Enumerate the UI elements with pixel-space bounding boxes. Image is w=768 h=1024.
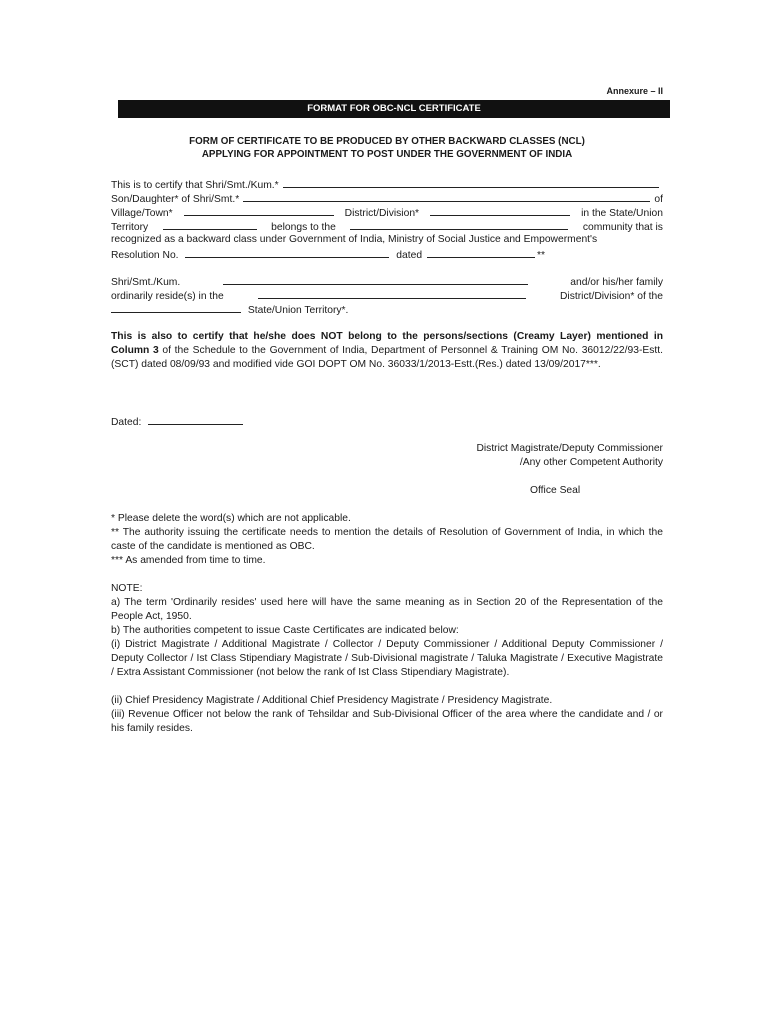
footnote-1: * Please delete the word(s) which are not applicable. [111,513,351,524]
heading-line-2: APPLYING FOR APPOINTMENT TO POST UNDER THE GOVERNMENT OF INDIA [201,149,573,160]
column-3-text: Column 3 [111,345,159,356]
signatory-line-2: /Any other Competent Authority [519,457,663,468]
form-line-9 [111,302,663,318]
resolution-field[interactable] [185,247,389,258]
state-label: in the State/Union [581,208,663,219]
creamy-bold-text: This is also to certify that he/she does NOT belong to the persons/sections (Creamy Layer) mentioned in [111,331,663,342]
note-ii: (ii) Chief Presidency Magistrate / Additional Chief Presidency Magistrate / Presidency Magistrate. [111,695,553,706]
belongs-label: belongs to the [271,222,336,233]
dated-line [111,414,663,430]
resolution-date-field[interactable] [427,247,535,258]
note-b: b) The authorities competent to issue Caste Certificates are indicated below: [111,625,459,636]
note-title: NOTE: [111,583,143,594]
creamy-rest-2: 36012/22/93-Estt.(SCT) dated 08/09/93 and modified vide GOI DOPT OM No. 36033/1/2013-Estt.(Res.) dated [111,345,663,370]
territory-label: Territory [111,222,149,233]
note-iii: (iii) Revenue Officer not below the rank of Tehsildar and Sub-Divisional Officer of the area where the candidate and / or his family resides. [111,709,663,734]
village-field[interactable] [184,205,334,216]
residence-field[interactable] [258,288,526,299]
district-field[interactable] [430,205,570,216]
date-field[interactable] [148,414,243,425]
shri-label: Shri/Smt./Kum. [111,277,181,288]
creamy-layer-para [111,330,663,372]
person-name-field[interactable] [223,274,528,285]
form-line-6 [111,247,663,263]
reside-label: ordinarily reside(s) in the [111,291,224,302]
family-label: and/or his/her family [570,277,663,288]
certify-label: This is to certify that Shri/Smt./Kum.* [111,180,279,191]
note-a: a) The term 'Ordinarily resides' used here will have the same meaning as in Section 20 of the Representation of the People Act, 1950. [111,597,663,622]
community-label: community that is [582,222,663,233]
district-label: District/Division* [344,208,420,219]
division-label: District/Division* of the [560,291,663,302]
state-ut-label: State/Union Territory*. [247,305,349,316]
annexure-label: Annexure – II [606,86,663,96]
form-line-5: recognized as a backward class under Government of India, Ministry of Social Justice and Empowerment's [111,234,598,245]
double-asterisk: ** [536,250,545,261]
form-heading [111,135,663,161]
village-label: Village/Town* [111,208,173,219]
creamy-rest-3: 13/09/2017***. [534,359,601,370]
office-seal: Office Seal [530,485,581,496]
parent-name-field[interactable] [243,191,650,202]
heading-line-1: FORM OF CERTIFICATE TO BE PRODUCED BY OTHER BACKWARD CLASSES (NCL) [189,136,585,147]
of-label: of [654,194,663,205]
dated-label: Dated: [111,417,142,428]
territory-field[interactable] [163,219,257,230]
name-field[interactable] [283,177,659,188]
state-field[interactable] [111,302,241,313]
footnote-2: ** The authority issuing the certificate needs to mention the details of Resolution of Government of India, in which the caste of the candidate is mentioned as OBC. [111,527,663,552]
community-field[interactable] [350,219,568,230]
parent-label: Son/Daughter* of Shri/Smt.* [111,194,240,205]
resolution-label: Resolution No. [111,250,179,261]
creamy-rest-1: of the Schedule to the Government of India, Department of Personnel & Training OM No. [158,345,578,356]
note-i: (i) District Magistrate / Additional Magistrate / Collector / Deputy Commissioner / Additional Deputy Commissioner / Deputy Collector / Ist Class Stipendiary Magistrate / Sub-Divisional magistrate / Taluka Magistrate / Executive Magistrate / Extra Assistant Commissioner (not below the rank of Ist Class Stipendiary Magistrate). [111,639,663,678]
format-banner: FORMAT FOR OBC-NCL CERTIFICATE [118,100,670,118]
dated-inline-label: dated [396,250,423,261]
footnote-3: *** As amended from time to time. [111,555,266,566]
signatory-line-1: District Magistrate/Deputy Commissioner [476,443,663,454]
